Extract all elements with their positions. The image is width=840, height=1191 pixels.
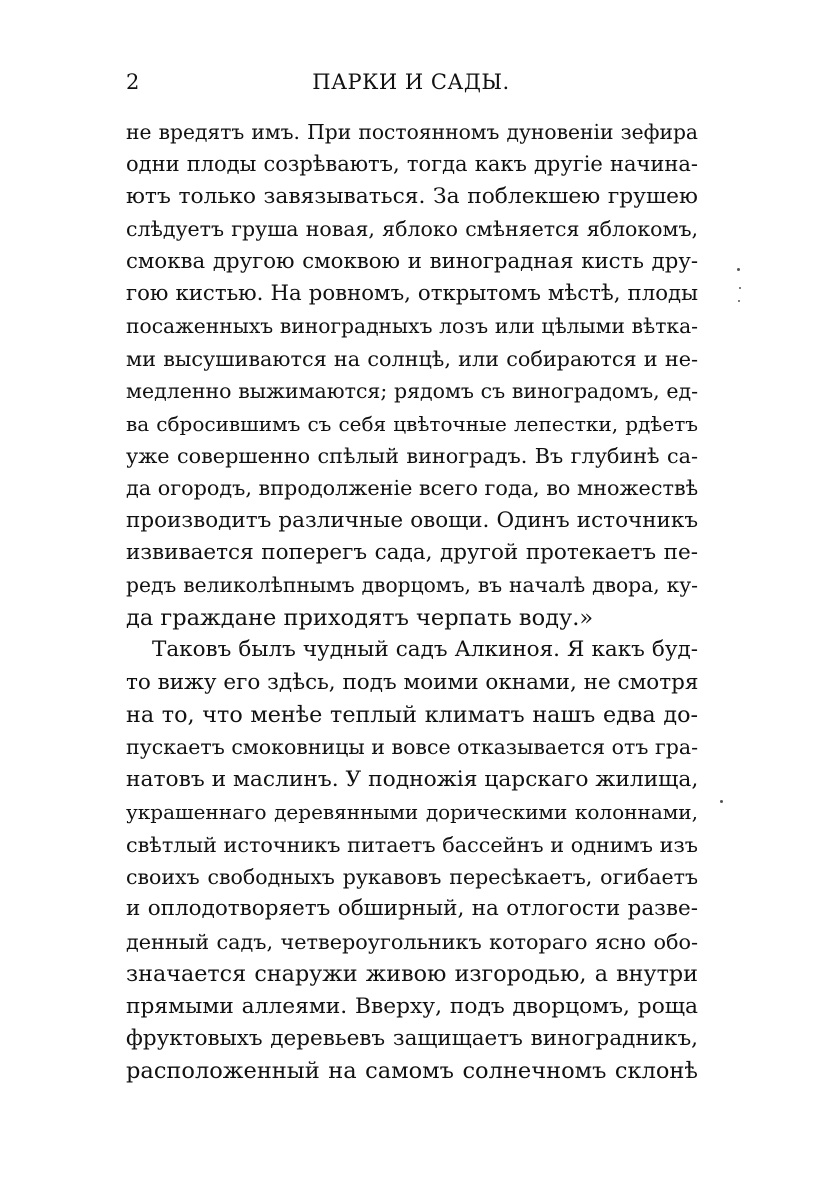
page-header	[126, 70, 696, 104]
text-line: пускаетъ смоковницы и вовсе отказывается отъ гра-	[126, 735, 698, 760]
text-line: натовъ и маслинъ. У подножія царскаго жилища,	[126, 766, 698, 792]
text-line: своихъ свободныхъ рукавовъ пересѣкаетъ, огибаетъ	[126, 864, 698, 889]
text-line: извивается поперегъ сада, другой протекаетъ пе-	[126, 540, 698, 566]
text-line: редъ великолѣпнымъ дворцомъ, въ началѣ двора, ку-	[126, 573, 698, 598]
text-line: посаженныхъ виноградныхъ лозъ или цѣлыми вѣтка-	[126, 314, 698, 339]
text-line: одни плоды созрѣваютъ, тогда какъ другіе начина-	[126, 152, 698, 177]
margin-speck	[739, 287, 741, 289]
text-line: ютъ только завязываться. За поблекшею грушею	[126, 183, 698, 209]
text-line: слѣдуетъ груша новая, яблоко смѣняется яблокомъ,	[126, 217, 698, 242]
text-line: фруктовыхъ деревьевъ защищаетъ виноградникъ,	[126, 1025, 698, 1051]
text-line: гою кистью. На ровномъ, открытомъ мѣстѣ, плоды	[126, 280, 698, 306]
page-body-text	[126, 116, 698, 1088]
margin-speck	[737, 268, 740, 271]
text-line: уже совершенно спѣлый виноградъ. Въ глубинѣ са-	[126, 443, 698, 468]
text-line: расположенный на самомъ солнечномъ склонѣ	[126, 1058, 698, 1085]
text-line: прямыми аллеями. Вверху, подъ дворцомъ, роща	[126, 993, 698, 1019]
text-line: ми высушиваются на солнцѣ, или собираются и не-	[126, 346, 698, 371]
text-line: и оплодотворяетъ обширный, на отлогости разве-	[126, 896, 698, 922]
text-line: медленно выжимаются; рядомъ съ виноградомъ, ед-	[126, 379, 698, 404]
text-line: да граждане приходятъ черпать воду.»	[126, 604, 594, 631]
margin-speck	[738, 300, 740, 302]
text-line: денный садъ, четвероугольникъ котораго ясно обо-	[126, 929, 698, 954]
running-title: ПАРКИ И САДЫ.	[312, 70, 510, 94]
text-line: не вредятъ имъ. При постоянномъ дуновеніи зефира	[126, 120, 698, 144]
text-line: да огородъ, впродолженіе всего года, во множествѣ	[126, 476, 698, 501]
page-number: 2	[126, 70, 140, 94]
text-line: смоква другою смоквою и виноградная кисть дру-	[126, 248, 698, 274]
margin-speck	[720, 800, 723, 803]
paragraph-2	[126, 634, 698, 1087]
text-line: значается снаружи живою изгородью, а внутри	[126, 961, 698, 988]
text-line: Таковъ былъ чудный садъ Алкиноя. Я какъ буд-	[152, 637, 698, 663]
text-line: украшеннаго деревянными дорическими колоннами,	[126, 800, 698, 825]
text-line: свѣтлый источникъ питаетъ бассейнъ и однимъ изъ	[126, 832, 698, 857]
text-line: то вижу его здѣсь, подъ моими окнами, не смотря	[126, 669, 698, 695]
text-line: производитъ различные овощи. Одинъ источникъ	[126, 507, 698, 533]
paragraph-1	[126, 116, 698, 634]
text-line: ва сбросившимъ съ себя цвѣточные лепестки, рдѣетъ	[126, 411, 698, 436]
text-line: на то, что менѣе теплый климатъ нашъ едва до-	[126, 702, 698, 729]
